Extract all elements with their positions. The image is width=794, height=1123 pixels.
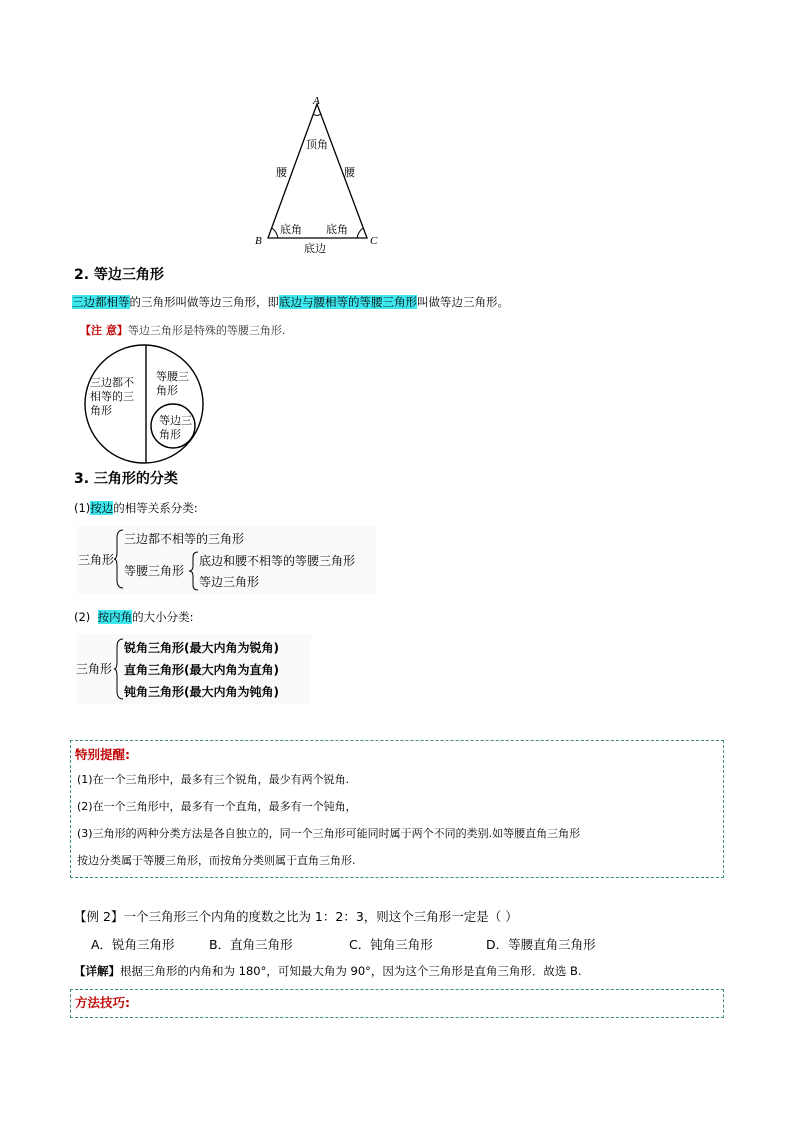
classification-tree-sides [76, 526, 376, 594]
venn-left-line2: 相等的三 [90, 390, 134, 403]
tree2-branch3: 钝角三角形(最大内角为钝角) [124, 685, 279, 699]
part2-suffix: 的大小分类: [132, 610, 194, 624]
base-label: 底边 [304, 242, 326, 255]
option-d: D．等腰直角三角形 [486, 937, 596, 952]
vertex-c-label: C [370, 235, 378, 247]
isosceles-triangle-figure [250, 92, 385, 257]
definition-highlight-1: 三边都相等 [72, 295, 130, 309]
method-title: 方法技巧: [75, 995, 130, 1010]
reminder-title: 特别提醒: [75, 747, 130, 762]
tree1-brace-inner [189, 551, 199, 591]
part1-suffix: 的相等关系分类: [113, 501, 198, 515]
leg-right-label: 腰 [344, 166, 355, 179]
definition-text-2: 的三角形叫做等边三角形，即 [129, 295, 279, 309]
reminder-line-1: (1)在一个三角形中，最多有三个锐角，最少有两个锐角. [77, 773, 350, 786]
tree1-root: 三角形 [78, 553, 115, 567]
section3-heading: 3. 三角形的分类 [74, 471, 178, 487]
example-question-text: 一个三角形三个内角的度数之比为 1：2：3，则这个三角形一定是（ ） [123, 909, 518, 924]
tree1-sub2: 等边三角形 [199, 575, 260, 589]
classify-by-angles-line [74, 609, 193, 625]
classification-tree-angles [76, 634, 311, 704]
part1-prefix: (1) [74, 501, 91, 515]
example-label: 【例 2】 [74, 909, 124, 924]
section2-heading: 2. 等边三角形 [74, 267, 164, 283]
part1-highlight: 按边 [90, 501, 114, 515]
method-tips-box [70, 989, 724, 1018]
note-text: 等边三角形是特殊的等腰三角形. [127, 324, 286, 337]
solution-label: 【详解】 [74, 964, 120, 978]
venn-right-line1: 等腰三 [156, 370, 189, 383]
tree1-branch1: 三边都不相等的三角形 [124, 532, 245, 546]
leg-left-label: 腰 [276, 166, 287, 179]
venn-left-line1: 三边都不 [90, 376, 134, 389]
venn-right-line2: 角形 [156, 384, 178, 397]
tree1-brace-outer [114, 528, 124, 590]
tree2-root: 三角形 [76, 662, 113, 676]
triangle-venn-diagram [76, 340, 211, 465]
note-line [80, 322, 285, 338]
tree2-branch1: 锐角三角形(最大内角为锐角) [124, 641, 279, 655]
tree1-branch2: 等腰三角形 [124, 564, 185, 578]
venn-inner-line2: 角形 [159, 428, 181, 441]
note-label: 【注 意】 [80, 324, 128, 337]
part2-prefix: (2) [74, 610, 91, 624]
classify-by-sides-line [74, 500, 198, 516]
vertex-a-label: A [313, 95, 320, 107]
reminder-line-3: (3)三角形的两种分类方法是各自独立的，同一个三角形可能同时属于两个不同的类别.如等腰直角三角形 [77, 827, 581, 840]
solution-text: 根据三角形的内角和为 180°，可知最大角为 90°，因为这个三角形是直角三角形．故选 B. [120, 964, 582, 978]
part2-highlight: 按内角 [97, 610, 133, 624]
option-c: C．钝角三角形 [349, 937, 433, 952]
equilateral-definition [72, 294, 509, 310]
reminder-line-4: 按边分类属于等腰三角形，而按角分类则属于直角三角形. [77, 854, 356, 867]
apex-angle-arc [313, 114, 321, 116]
definition-highlight-2: 底边与腰相等的等腰三角形 [279, 295, 417, 309]
base-angle-right-arc [357, 228, 363, 238]
tree2-brace [114, 637, 124, 701]
base-angle-left-label: 底角 [280, 223, 302, 236]
example-question [74, 907, 518, 925]
option-a: A．锐角三角形 [91, 937, 175, 952]
vertex-b-label: B [255, 235, 262, 247]
example-solution [74, 963, 582, 979]
apex-angle-label: 顶角 [306, 138, 328, 151]
definition-text-4: 叫做等边三角形。 [417, 295, 509, 309]
base-angle-right-label: 底角 [326, 223, 348, 236]
tree2-branch2: 直角三角形(最大内角为直角) [124, 663, 279, 677]
venn-left-line3: 角形 [90, 404, 112, 417]
base-angle-left-arc [272, 228, 278, 238]
option-b: B．直角三角形 [209, 937, 293, 952]
venn-inner-line1: 等边三 [159, 414, 192, 427]
tree1-sub1: 底边和腰不相等的等腰三角形 [199, 554, 356, 568]
special-reminder-box [70, 740, 724, 878]
reminder-line-2: (2)在一个三角形中，最多有一个直角，最多有一个钝角， [77, 800, 357, 813]
